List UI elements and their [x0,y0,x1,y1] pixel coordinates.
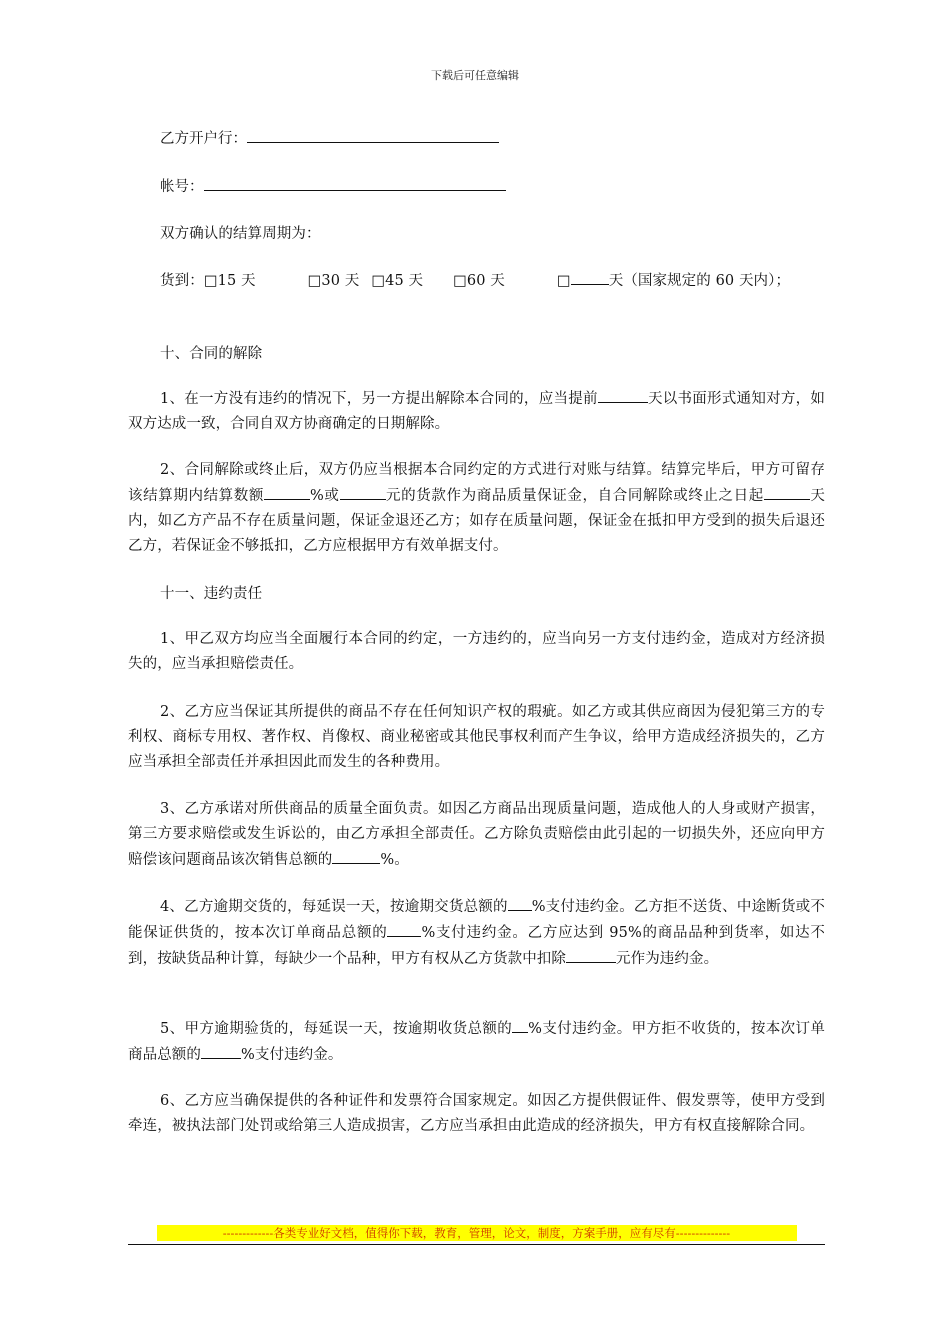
shortage-deduction-blank[interactable] [566,946,616,963]
settlement-intro: 双方确认的结算周期为： [160,226,321,242]
footer-banner: -------------各类专业好文档，值得你下载，教育，管理，论文，制度，方案手册，应有尽有-------------- [157,1225,797,1241]
section10-clause2 [128,458,825,559]
section10-clause1 [128,386,825,437]
footer-rule [128,1244,825,1245]
page-footer [128,1225,825,1245]
header-note: 下载后可任意编辑 [431,69,519,82]
deposit-amount-blank[interactable] [340,483,386,500]
compensation-percent-blank[interactable] [332,847,380,864]
late-inspection-percent-blank[interactable] [512,1016,528,1033]
option-custom-box[interactable]: □ [556,273,571,289]
option-45[interactable]: □45 天 [371,273,424,289]
account-blank[interactable] [204,174,506,191]
account-row [160,174,506,200]
clause-text: %支付违约金。乙方拒不送货、中途断货或不能保证供货的，按本次订单商品总额的 [128,899,825,941]
deposit-percent-blank[interactable] [264,483,310,500]
section11-title: 十一、违约责任 [160,586,263,602]
section11-clause2: 2、乙方应当保证其所提供的商品不存在任何知识产权的瑕疵。如乙方或其供应商因为侵犯第三方的专利权、商标专用权、著作权、肖像权、商业秘密或其他民事权利而产生争议，给甲方造成经济损失的，乙方应当承担全部责任并承担因此而发生的各种费用。 [128,704,825,770]
option-custom-blank[interactable] [571,268,609,285]
option-custom-suffix: 天（国家规定的 60 天内）； [608,273,791,289]
clause-text: 天内，如乙方产品不存在质量问题，保证金退还乙方；如存在质量问题，保证金在抵扣甲方受到的损失后退还乙方，若保证金不够抵扣，乙方应根据甲方有效单据支付。 [128,488,826,554]
bank-name-row [160,126,499,152]
refusal-percent-blank[interactable] [387,920,421,937]
section11-clause3 [128,797,825,873]
notice-days-blank[interactable] [598,386,648,403]
option-30[interactable]: □30 天 [307,273,360,289]
bank-name-blank[interactable] [247,126,499,143]
clause-text: %。 [380,852,409,868]
clause-text: 2、合同解除或终止后，双方仍应当根据本合同约定的方式进行对账与结算。结算完毕后，甲方可留存该结算期内结算数额 [128,462,825,504]
clause-text: %或 [310,488,340,504]
section11-clause1: 1、甲乙双方均应当全面履行本合同的约定，一方违约的，应当向另一方支付违约金，造成对方经济损失的，应当承担赔偿责任。 [128,631,825,672]
clause-text: 元作为违约金。 [616,951,719,967]
section10-title: 十、合同的解除 [160,346,263,362]
clause-text: 3、乙方承诺对所供商品的质量全面负责。如因乙方商品出现质量问题，造成他人的人身或财产损害，第三方要求赔偿或发生诉讼的，由乙方承担全部责任。乙方除负责赔偿由此引起的一切损失外，还应向甲方赔偿该问题商品该次销售总额的 [128,801,825,868]
clause-text: %支付违约金。乙方应达到 95%的商品品种到货率，如达不到，按缺货品种计算，每缺少一个品种，甲方有权从乙方货款中扣除 [128,925,825,967]
clause-text: 4、乙方逾期交货的，每延误一天，按逾期交货总额的 [160,899,508,915]
section11-clause4 [128,894,825,972]
option-15[interactable]: □15 天 [203,273,256,289]
section11-clause5 [128,1016,825,1068]
refuse-goods-percent-blank[interactable] [201,1042,241,1059]
refund-days-blank[interactable] [764,483,810,500]
account-label: 帐号： [160,179,204,195]
clause-text: 1、在一方没有违约的情况下，另一方提出解除本合同的，应当提前 [160,391,598,407]
settlement-prefix: 货到： [160,273,204,289]
clause-text: 天以书面形式通知对方，如双方达成一致，合同自双方协商确定的日期解除。 [128,391,825,432]
bank-name-label: 乙方开户行： [160,131,247,147]
option-60[interactable]: □60 天 [453,273,505,289]
late-delivery-percent-blank[interactable] [508,894,532,911]
clause-text: %支付违约金。 [241,1047,343,1063]
clause-text: 元的货款作为商品质量保证金，自合同解除或终止之日起 [385,488,764,504]
settlement-options [128,268,825,294]
section11-clause6: 6、乙方应当确保提供的各种证件和发票符合国家规定。如因乙方提供假证件、假发票等，使甲方受到牵连，被执法部门处罚或给第三人造成损害，乙方应当承担由此造成的经济损失，甲方有权直接解除合同。 [128,1093,825,1134]
clause-text: %支付违约金。甲方拒不收货的，按本次订单商品总额的 [128,1021,825,1063]
clause-text: 5、甲方逾期验货的，每延误一天，按逾期收货总额的 [160,1021,513,1037]
